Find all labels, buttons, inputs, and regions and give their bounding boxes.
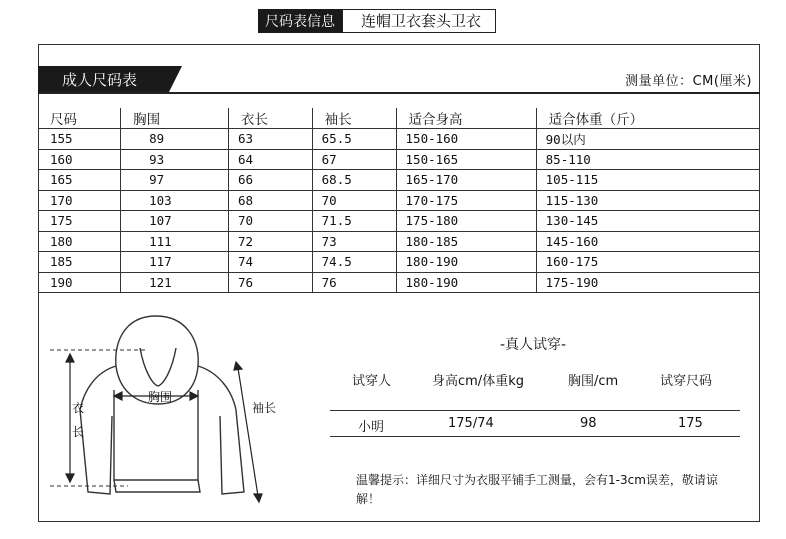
table-row (38, 149, 760, 170)
column-header: 适合身高 (396, 108, 536, 129)
table-cell: 175 (38, 211, 121, 232)
table-cell: 180-185 (396, 231, 536, 252)
tryon-chest: 98 (580, 416, 597, 431)
table-cell: 70 (228, 211, 312, 232)
table-cell: 74 (228, 252, 312, 273)
divider (330, 436, 740, 437)
table-row (38, 129, 760, 150)
table-cell: 115-130 (536, 190, 760, 211)
table-row (38, 231, 760, 252)
column-header: 胸围 (121, 108, 229, 129)
table-cell: 130-145 (536, 211, 760, 232)
table-body (38, 129, 760, 293)
table-cell: 65.5 (312, 129, 396, 150)
table-cell: 66 (228, 170, 312, 191)
table-cell: 105-115 (536, 170, 760, 191)
table-cell: 165 (38, 170, 121, 191)
tryon-header-person: 试穿人 (352, 374, 392, 389)
table-cell: 76 (228, 272, 312, 293)
section-label: 尺码表信息 (258, 9, 342, 33)
tryon-header-chest: 胸围/cm (568, 374, 619, 389)
table-cell: 93 (121, 149, 229, 170)
table-cell: 190 (38, 272, 121, 293)
table-row (38, 272, 760, 293)
table-row (38, 252, 760, 273)
tryon-header-size: 试穿尺码 (660, 374, 713, 389)
divider (38, 92, 760, 94)
hoodie-outline-icon (80, 316, 244, 494)
table-title: 成人尺码表 (38, 66, 168, 94)
tryon-size: 175 (678, 416, 703, 431)
table-cell: 73 (312, 231, 396, 252)
table-cell: 64 (228, 149, 312, 170)
table-cell: 76 (312, 272, 396, 293)
table-cell: 175-180 (396, 211, 536, 232)
table-cell: 175-190 (536, 272, 760, 293)
table-cell: 150-160 (396, 129, 536, 150)
chest-label: 胸围 (148, 390, 173, 404)
table-cell: 180-190 (396, 272, 536, 293)
tryon-height-weight: 175/74 (448, 416, 494, 431)
note: 温馨提示：详细尺寸为衣服平铺手工测量，会有1-3cm误差，敬请谅解！ (356, 473, 718, 506)
table-cell: 150-165 (396, 149, 536, 170)
product-name: 连帽卫衣套头卫衣 (342, 9, 496, 33)
table-cell: 71.5 (312, 211, 396, 232)
table-cell: 117 (121, 252, 229, 273)
tryon-title: -真人试穿- (500, 337, 567, 353)
table-header-row (38, 108, 760, 129)
table-cell: 68.5 (312, 170, 396, 191)
table-cell: 85-110 (536, 149, 760, 170)
table-cell: 67 (312, 149, 396, 170)
table-cell: 70 (312, 190, 396, 211)
table-cell: 121 (121, 272, 229, 293)
column-header: 袖长 (312, 108, 396, 129)
divider (330, 410, 740, 411)
table-cell: 165-170 (396, 170, 536, 191)
table-cell: 160-175 (536, 252, 760, 273)
table-cell: 74.5 (312, 252, 396, 273)
tryon-header-height: 身高cm/体重kg (432, 374, 524, 389)
hoodie-diagram (48, 312, 288, 512)
table-row (38, 211, 760, 232)
table-cell: 180 (38, 231, 121, 252)
column-header: 尺码 (38, 108, 121, 129)
table-cell: 170-175 (396, 190, 536, 211)
table-cell: 103 (121, 190, 229, 211)
sleeve-label: 袖长 (252, 401, 277, 415)
table-cell: 170 (38, 190, 121, 211)
size-table (38, 108, 760, 293)
table-cell: 97 (121, 170, 229, 191)
table-cell: 185 (38, 252, 121, 273)
table-cell: 180-190 (396, 252, 536, 273)
table-cell: 72 (228, 231, 312, 252)
table-cell: 90以内 (536, 129, 760, 150)
length-label-2: 长 (72, 425, 85, 439)
tryon-person: 小明 (358, 420, 385, 435)
table-cell: 107 (121, 211, 229, 232)
table-cell: 89 (121, 129, 229, 150)
column-header: 适合体重（斤） (536, 108, 760, 129)
table-cell: 111 (121, 231, 229, 252)
unit-label: 测量单位：CM(厘米) (625, 74, 752, 89)
table-cell: 68 (228, 190, 312, 211)
table-row (38, 190, 760, 211)
table-row (38, 170, 760, 191)
length-label: 衣 (72, 401, 85, 415)
table-cell: 63 (228, 129, 312, 150)
table-cell: 160 (38, 149, 121, 170)
title-bar (258, 9, 496, 33)
column-header: 衣长 (228, 108, 312, 129)
table-cell: 155 (38, 129, 121, 150)
table-cell: 145-160 (536, 231, 760, 252)
